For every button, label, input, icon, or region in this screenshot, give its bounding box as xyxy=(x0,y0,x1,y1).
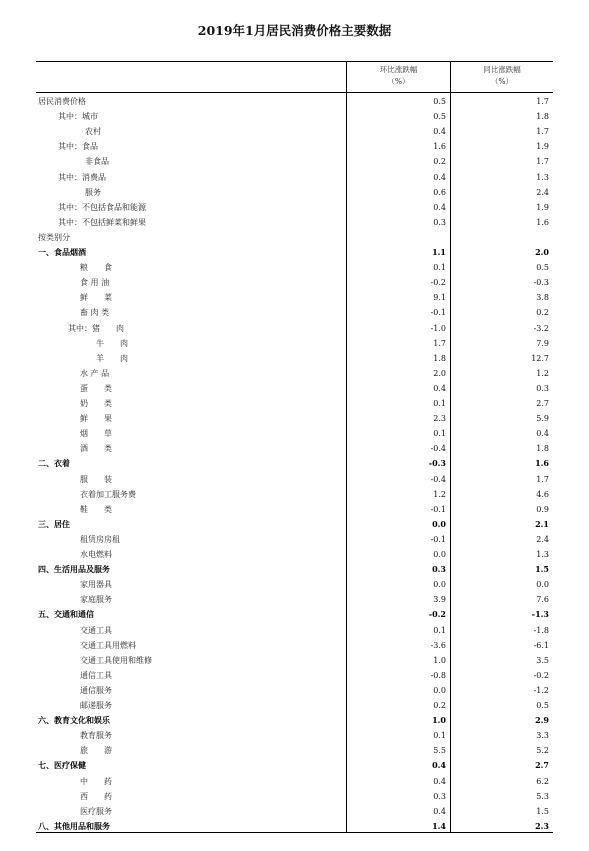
row-label: 非食品 xyxy=(85,157,109,167)
mom-value: -0.2 xyxy=(428,609,446,620)
mom-value: 0.4 xyxy=(433,806,446,816)
table-row xyxy=(0,517,589,532)
table-row xyxy=(0,124,589,139)
yoy-value: -1.8 xyxy=(533,625,549,635)
row-label: 五、交通和通信 xyxy=(38,610,94,620)
yoy-value: 3.8 xyxy=(536,293,549,303)
yoy-value: 1.6 xyxy=(535,458,549,469)
row-label: 四、生活用品及服务 xyxy=(38,565,110,575)
mom-value: 0.1 xyxy=(433,731,446,741)
mom-value: 0.1 xyxy=(433,263,446,273)
yoy-value: 0.3 xyxy=(536,383,549,393)
row-label: 其中：消费品 xyxy=(58,172,106,182)
mom-value: 0.1 xyxy=(433,399,446,408)
row-label: 医疗服务 xyxy=(80,806,112,816)
table-row xyxy=(0,230,589,245)
mom-value: 0.3 xyxy=(433,217,446,227)
row-label: 羊 肉 xyxy=(96,353,128,363)
yoy-value: 7.9 xyxy=(536,338,549,348)
mom-value: 0.0 xyxy=(433,550,446,559)
mom-value: 2.3 xyxy=(433,414,446,424)
yoy-value: 2.4 xyxy=(536,187,549,197)
table-row xyxy=(0,441,589,456)
row-label: 粮 食 xyxy=(80,263,112,273)
row-label: 七、医疗保健 xyxy=(38,761,86,771)
mom-value: 1.8 xyxy=(433,353,446,363)
table-row xyxy=(0,607,589,622)
mom-value: 0.4 xyxy=(433,383,446,393)
yoy-value: -0.2 xyxy=(533,670,549,680)
table-row xyxy=(0,502,589,517)
table-row xyxy=(0,456,589,471)
yoy-value: 1.7 xyxy=(536,127,549,137)
mom-value: -0.1 xyxy=(430,534,446,544)
row-label: 家庭服务 xyxy=(80,595,112,605)
table-row xyxy=(0,94,589,109)
yoy-value: 1.7 xyxy=(536,157,549,167)
yoy-value: -0.3 xyxy=(533,278,549,288)
mom-value: 0.5 xyxy=(433,112,446,122)
mom-value: 0.1 xyxy=(433,625,446,635)
table-row xyxy=(0,305,589,320)
row-label: 交通工具 xyxy=(80,625,112,635)
row-label: 鲜 果 xyxy=(80,414,112,424)
yoy-value: 2.0 xyxy=(535,247,549,257)
row-label: 牛 肉 xyxy=(96,338,128,348)
mom-value: 0.3 xyxy=(433,791,446,801)
mom-value: 1.0 xyxy=(433,655,446,665)
mom-value: 3.9 xyxy=(433,595,446,605)
header-bottom-rule xyxy=(36,92,553,93)
yoy-value: 3.5 xyxy=(536,655,549,665)
row-label: 交通工具用燃料 xyxy=(80,640,136,650)
table-row xyxy=(0,260,589,275)
yoy-value: 1.8 xyxy=(536,112,549,122)
yoy-value: 2.4 xyxy=(536,534,549,544)
mom-value: -1.0 xyxy=(430,323,446,333)
mom-value: 1.6 xyxy=(433,142,446,152)
mom-value: 1.4 xyxy=(432,820,446,831)
yoy-value: 5.2 xyxy=(536,746,549,756)
row-label: 旅 游 xyxy=(80,746,112,756)
yoy-value: 1.9 xyxy=(536,142,549,152)
yoy-value: 5.3 xyxy=(536,791,549,801)
yoy-value: 1.7 xyxy=(536,474,549,484)
row-label: 其中：食品 xyxy=(58,142,98,152)
mom-value: -0.4 xyxy=(430,474,446,484)
table-row xyxy=(0,789,589,804)
table-row xyxy=(0,547,589,562)
yoy-value: 2.3 xyxy=(535,820,549,831)
table-row xyxy=(0,804,589,819)
table-row xyxy=(0,200,589,215)
row-label: 其中：猪 肉 xyxy=(68,323,124,333)
table-row xyxy=(0,758,589,773)
table-row xyxy=(0,819,589,834)
mom-value: 1.0 xyxy=(432,715,446,726)
row-label: 其中：城市 xyxy=(58,112,98,122)
mom-value: -0.1 xyxy=(430,504,446,514)
table-row xyxy=(0,245,589,260)
yoy-value: 0.9 xyxy=(536,504,549,514)
table-row xyxy=(0,472,589,487)
header-mom-unit: （%） xyxy=(387,77,410,86)
row-label: 邮递服务 xyxy=(80,701,112,710)
table-row xyxy=(0,774,589,789)
yoy-value: 0.5 xyxy=(536,701,549,710)
yoy-value: 1.5 xyxy=(536,806,549,816)
yoy-value: 0.5 xyxy=(536,263,549,273)
yoy-value: -6.1 xyxy=(533,640,549,650)
mom-value: 2.0 xyxy=(433,368,446,378)
table-row xyxy=(0,532,589,547)
yoy-value: 1.6 xyxy=(536,217,549,227)
yoy-value: 1.3 xyxy=(536,172,549,182)
yoy-value: 4.6 xyxy=(536,489,549,499)
row-label: 衣着加工服务费 xyxy=(80,489,136,499)
mom-value: 1.2 xyxy=(433,489,446,499)
row-label: 水 产 品 xyxy=(80,368,110,378)
mom-value: 0.4 xyxy=(433,172,446,182)
table-row xyxy=(0,139,589,154)
table-row xyxy=(0,713,589,728)
table-row xyxy=(0,743,589,758)
mom-value: -0.8 xyxy=(430,670,446,680)
table-row xyxy=(0,683,589,698)
mom-value: 0.6 xyxy=(433,187,446,197)
yoy-value: 1.3 xyxy=(536,550,549,559)
mom-value: 0.0 xyxy=(433,685,446,695)
header-mom xyxy=(347,64,450,92)
yoy-value: 1.8 xyxy=(536,444,549,454)
row-label: 居民消费价格 xyxy=(38,97,86,106)
yoy-value: 2.7 xyxy=(535,760,549,771)
table-row xyxy=(0,351,589,366)
yoy-value: 6.2 xyxy=(536,776,549,786)
mom-value: 0.3 xyxy=(432,564,446,575)
mom-value: 0.1 xyxy=(433,429,446,439)
yoy-value: 0.2 xyxy=(536,308,549,318)
mom-value: 1.7 xyxy=(433,338,446,348)
table-row xyxy=(0,426,589,441)
row-label: 教育服务 xyxy=(80,731,112,741)
table-row xyxy=(0,487,589,502)
row-label: 服 装 xyxy=(80,474,112,484)
yoy-value: 0.4 xyxy=(536,429,549,439)
table-row xyxy=(0,577,589,592)
row-label: 水电燃料 xyxy=(80,550,112,559)
mom-value: 5.5 xyxy=(433,746,446,756)
table-row xyxy=(0,381,589,396)
mom-value: 1.1 xyxy=(432,247,446,257)
yoy-value: 0.0 xyxy=(536,580,549,590)
mom-value: 0.4 xyxy=(433,776,446,786)
header-yoy-unit: （%） xyxy=(490,77,514,86)
yoy-value: 2.9 xyxy=(535,715,549,726)
table-row xyxy=(0,109,589,124)
row-label: 二、衣着 xyxy=(38,459,70,469)
row-label: 家用器具 xyxy=(80,580,112,590)
row-label: 农村 xyxy=(85,127,101,137)
row-label: 酒 类 xyxy=(80,444,112,454)
row-label: 烟 草 xyxy=(80,429,112,439)
table-row xyxy=(0,170,589,185)
row-label: 畜 肉 类 xyxy=(80,308,110,318)
document-title: 2019年1月居民消费价格主要数据 xyxy=(197,23,392,38)
mom-value: 9.1 xyxy=(433,293,446,303)
row-label: 鲜 菜 xyxy=(80,293,112,303)
table-top-rule xyxy=(36,61,553,62)
row-label: 一、食品烟酒 xyxy=(38,248,86,257)
yoy-value: -1.2 xyxy=(533,685,549,695)
yoy-value: 1.7 xyxy=(536,97,549,106)
yoy-value: -1.3 xyxy=(531,609,549,620)
yoy-value: 2.1 xyxy=(535,518,549,529)
mom-value: 0.4 xyxy=(432,760,446,771)
yoy-value: 12.7 xyxy=(531,353,549,363)
row-label: 其中：不包括食品和能源 xyxy=(58,202,146,212)
row-label: 鞋 类 xyxy=(80,504,112,514)
yoy-value: 3.3 xyxy=(536,731,549,741)
row-label: 交通工具使用和维修 xyxy=(80,655,152,665)
table-row xyxy=(0,623,589,638)
row-label: 六、教育文化和娱乐 xyxy=(38,716,110,726)
table-row xyxy=(0,592,589,607)
table-row xyxy=(0,638,589,653)
row-label: 通信服务 xyxy=(80,685,112,695)
header-yoy-title: 同比涨跌幅 xyxy=(483,65,521,74)
row-label: 蛋 类 xyxy=(80,383,112,393)
table-row xyxy=(0,411,589,426)
mom-value: -0.2 xyxy=(430,278,446,288)
row-label: 奶 类 xyxy=(80,399,112,408)
table-row xyxy=(0,336,589,351)
table-row xyxy=(0,215,589,230)
row-label: 八、其他用品和服务 xyxy=(38,821,110,831)
yoy-value: 1.5 xyxy=(535,564,549,575)
mom-value: 0.0 xyxy=(432,518,446,529)
table-row xyxy=(0,562,589,577)
mom-value: 0.4 xyxy=(433,202,446,212)
table-row xyxy=(0,668,589,683)
mom-value: -0.3 xyxy=(428,458,446,469)
yoy-value: 2.7 xyxy=(536,399,549,408)
row-label: 按类别分 xyxy=(38,232,70,242)
yoy-value: 7.6 xyxy=(536,595,549,605)
table-row xyxy=(0,728,589,743)
row-label: 食 用 油 xyxy=(80,278,110,288)
yoy-value: -3.2 xyxy=(533,323,549,333)
table-row xyxy=(0,185,589,200)
mom-value: 0.2 xyxy=(433,701,446,710)
mom-value: 0.0 xyxy=(433,580,446,590)
row-label: 三、居住 xyxy=(38,519,70,529)
yoy-value: 1.2 xyxy=(536,368,549,378)
mom-value: -0.1 xyxy=(430,308,446,318)
mom-value: 0.5 xyxy=(433,97,446,106)
row-label: 中 药 xyxy=(80,776,112,786)
table-row xyxy=(0,366,589,381)
row-label: 通信工具 xyxy=(80,670,112,680)
table-row xyxy=(0,396,589,411)
table-row xyxy=(0,321,589,336)
table-row xyxy=(0,653,589,668)
row-label: 其中：不包括鲜菜和鲜果 xyxy=(58,217,146,227)
header-mom-title: 环比涨跌幅 xyxy=(379,65,418,74)
table-row xyxy=(0,275,589,290)
row-label: 服务 xyxy=(85,187,101,197)
yoy-value: 1.9 xyxy=(536,202,549,212)
row-label: 租赁房房租 xyxy=(80,534,120,544)
row-label: 西 药 xyxy=(80,791,112,801)
mom-value: -0.4 xyxy=(430,444,446,454)
header-yoy xyxy=(451,64,553,92)
table-row xyxy=(0,698,589,713)
table-row xyxy=(0,290,589,305)
mom-value: 0.4 xyxy=(433,127,446,137)
mom-value: 0.2 xyxy=(433,157,446,167)
yoy-value: 5.9 xyxy=(536,414,549,424)
mom-value: -3.6 xyxy=(430,640,446,650)
table-row xyxy=(0,154,589,169)
